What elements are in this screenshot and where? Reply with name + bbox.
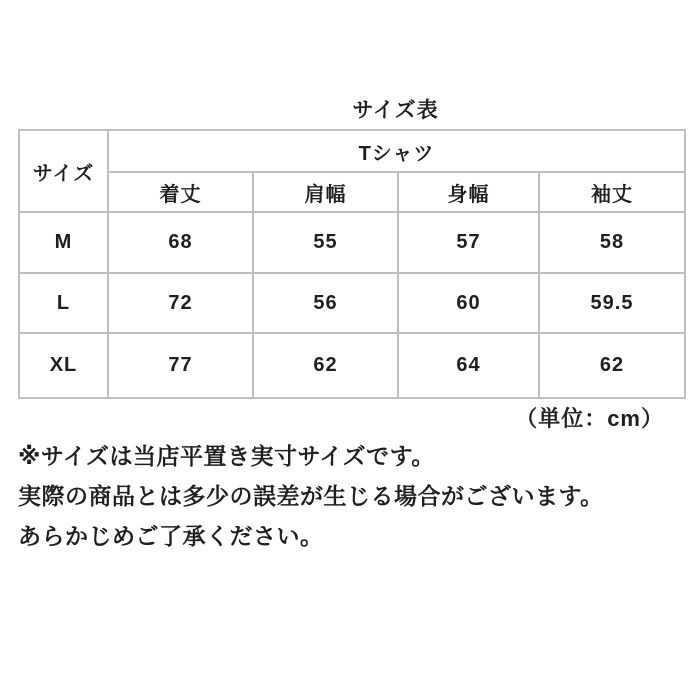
value-cell: 60 (398, 273, 539, 333)
size-table-corner-header: サイズ (19, 130, 108, 212)
note-line: ※サイズは当店平置き実寸サイズです。 (18, 443, 435, 469)
value-cell: 57 (398, 212, 539, 273)
page-title: サイズ表 (352, 99, 439, 122)
value-cell: 58 (539, 212, 685, 273)
value-cell: 62 (253, 333, 398, 398)
size-label-cell: L (19, 273, 108, 333)
size-label-cell: XL (19, 333, 108, 398)
unit-note: （単位：cm） (515, 406, 664, 431)
value-cell: 68 (108, 212, 253, 273)
column-header-shoulder: 肩幅 (253, 172, 398, 212)
value-cell: 56 (253, 273, 398, 333)
value-cell: 62 (539, 333, 685, 398)
value-cell: 55 (253, 212, 398, 273)
table-row-xl (19, 333, 685, 398)
column-header-sleeve: 袖丈 (539, 172, 685, 212)
note-line: あらかじめご了承ください。 (18, 523, 324, 549)
table-row-l (19, 273, 685, 333)
disclaimer-notes (18, 436, 604, 556)
table-header-row-measures (19, 172, 685, 212)
column-header-length: 着丈 (108, 172, 253, 212)
table-row-m (19, 212, 685, 273)
size-label-cell: M (19, 212, 108, 273)
value-cell: 64 (398, 333, 539, 398)
table-header-row-group (19, 130, 685, 172)
value-cell: 72 (108, 273, 253, 333)
value-cell: 77 (108, 333, 253, 398)
column-header-body-width: 身幅 (398, 172, 539, 212)
value-cell: 59.5 (539, 273, 685, 333)
size-table-group-header: Tシャツ (108, 130, 685, 172)
size-table (18, 129, 686, 399)
note-line: 実際の商品とは多少の誤差が生じる場合がございます。 (18, 483, 604, 509)
